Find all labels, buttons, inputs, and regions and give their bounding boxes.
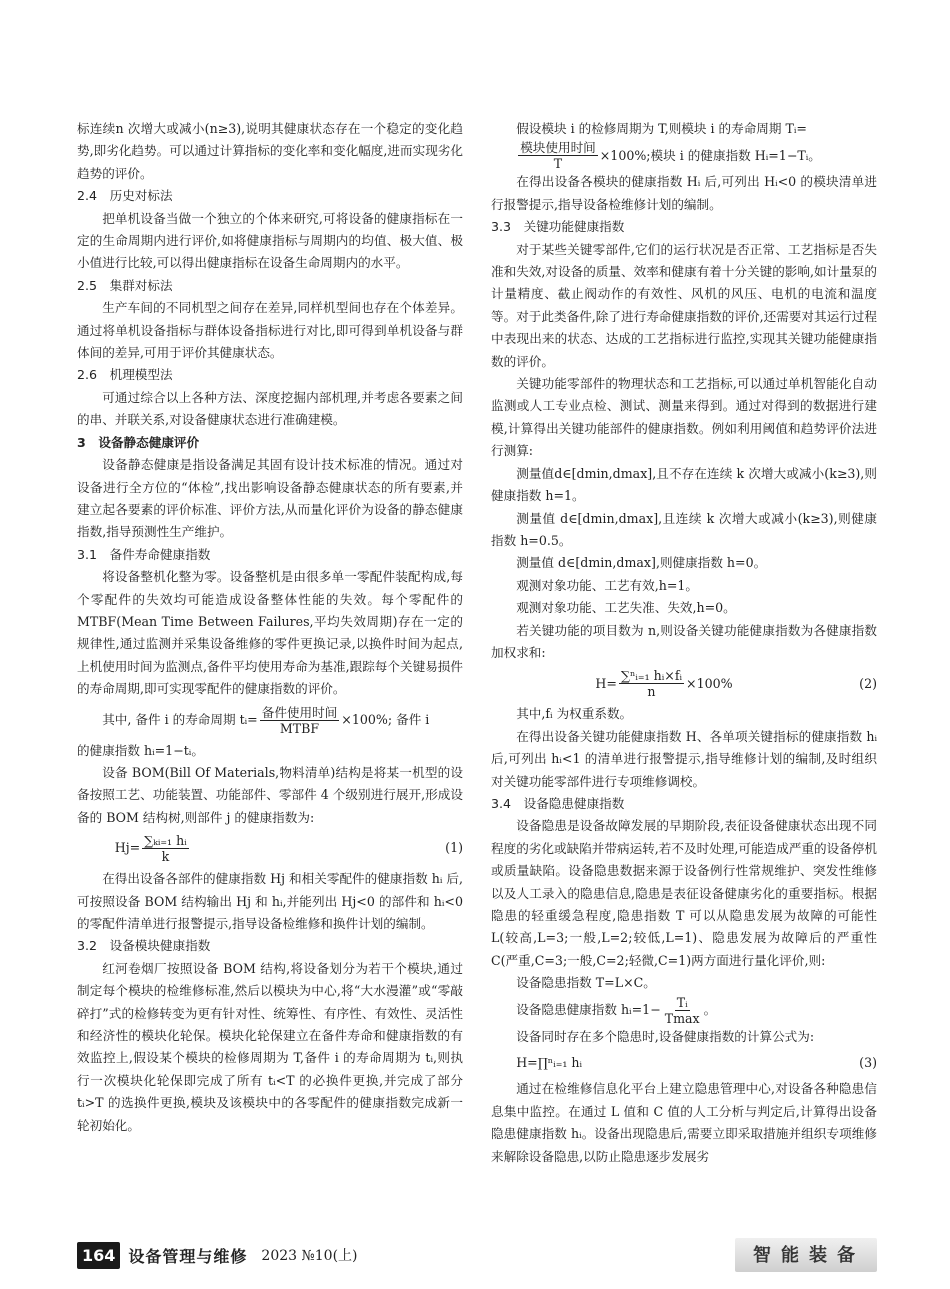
formula-text: ×100%; 备件 i [341, 711, 430, 727]
page-footer [77, 1238, 877, 1272]
paragraph: 在得出设备关键功能健康指数 H、各单项关键指标的健康指数 hᵢ 后,可列出 hᵢ<1 的清单进行报警提示,指导维修计划的编制,及时组织对关键功能零部件进行专项维修调校。 [491, 728, 877, 789]
paragraph: 设备 BOM(Bill Of Materials,物料清单)结构是将某一机型的设备按照工艺、功能装置、功能部件、零部件 4 个级别进行展开,形成设备的 BOM 结构树,则部件 j 的健康指数为: [77, 764, 463, 825]
paragraph: 的健康指数 hᵢ=1−tᵢ。 [77, 742, 204, 758]
numerator: ∑ₖᵢ₌₁ hᵢ [144, 833, 187, 849]
equation-number: (1) [445, 840, 463, 856]
denominator: n [647, 684, 656, 700]
fraction [619, 668, 684, 699]
formula-text: ×100% [686, 675, 733, 691]
measure-rule-1: 测量值d∈[dmin,dmax],且不存在连续 k 次增大或减小(k≥3),则健康指数 h=1。 [491, 465, 877, 504]
formula-1 [77, 833, 463, 864]
numerator: 备件使用时间 [261, 704, 338, 720]
fraction [260, 705, 340, 736]
paragraph: 通过在检维修信息化平台上建立隐患管理中心,对设备各种隐患信息集中监控。在通过 L 值和 C 值的人工分析与判定后,计算得出设备隐患健康指数 hᵢ。设备出现隐患后,需要立即采取措施并组织专项维修来解除设备隐患,以防止隐患逐步发展劣 [491, 1081, 877, 1164]
denominator: k [161, 849, 170, 865]
section-heading-3-2: 3.2 设备模块健康指数 [77, 938, 211, 954]
measure-rule-2: 测量值 d∈[dmin,dmax],且连续 k 次增大或减小(k≥3),则健康指数 h=0.5。 [491, 510, 877, 548]
paragraph: 标连续n 次增大或减小(n≥3),说明其健康状态存在一个稳定的变化趋势,即劣化趋势。可以通过计算指标的变化率和变化幅度,进而实现劣化趋势的评价。 [77, 121, 463, 181]
paragraph: 关键功能零部件的物理状态和工艺指标,可以通过单机智能化自动监测或人工专业点检、测试、测量来得到。通过对得到的数据进行建模,计算得出关键功能部件的健康指数。例如利用阈值和趋势评价法进行测算: [491, 376, 877, 459]
paragraph: 设备隐患指数 T=L×C。 [516, 975, 656, 991]
formula-ti [77, 705, 463, 736]
section-heading-2-5: 2.5 集群对标法 [77, 277, 173, 293]
denominator: T [553, 156, 563, 172]
section-heading-3-4: 3.4 设备隐患健康指数 [491, 795, 625, 811]
section-heading-2-6: 2.6 机理模型法 [77, 367, 173, 383]
equation-number: (2) [859, 675, 877, 691]
journal-name: 设备管理与维修 [128, 1246, 248, 1266]
paragraph: 把单机设备当做一个独立的个体来研究,可将设备的健康指标在一定的生命周期内进行评价,如将健康指标与周期内的均值、极大值、极小值进行比较,可以得出健康指标在设备生命周期内的水平。 [77, 210, 463, 271]
page-number: 164 [77, 1242, 120, 1269]
denominator: MTBF [279, 720, 320, 736]
numerator: 模块使用时间 [520, 140, 596, 156]
left-column [77, 118, 463, 1137]
section-heading-2-4: 2.4 历史对标法 [77, 188, 173, 204]
paragraph: 可通过综合以上各种方法、深度挖掘内部机理,并考虑各要素之间的串、并联关系,对设备健康状态进行准确建模。 [77, 389, 463, 428]
section-heading-3: 3 设备静态健康评价 [77, 434, 200, 450]
measure-rule-4: 观测对象功能、工艺有效,h=1。 [516, 577, 698, 593]
paragraph: 设备隐患是设备故障发展的早期阶段,表征设备健康状态出现不同程度的劣化或缺陷并带病运转,若不及时处理,可能造成严重的设备停机或质量缺陷。设备隐患数据来源于设备例行性常规维护、突发性维修以及人工录入的隐患信息,隐患是表征设备健康劣化的重要指标。根据隐患的轻重缓急程度,隐患指数 T 可以从隐患发展为故障的可能性 L(较高,L=3;一般,L=2;较低,L=1)、隐患发展为故障后的严重性 C(严重,C=3;一般,C=2;轻微,C=1)两方面进行量化评价,则: [491, 818, 877, 968]
fraction [142, 833, 188, 864]
formula-body: H=∏ⁿᵢ₌₁ hᵢ [516, 1055, 583, 1071]
paragraph: 生产车间的不同机型之间存在差异,同样机型间也存在个体差异。通过将单机设备指标与群体设备指标进行对比,即可得到单机设备与群体间的差异,可用于评价其健康状态。 [77, 300, 463, 361]
formula-lhs: Hj= [114, 840, 141, 856]
paragraph: 将设备整机化整为零。设备整机是由很多单一零配件装配构成,每个零配件的失效均可能造成设备整体性能的失效。每个零配件的 MTBF(Mean Time Between Failures,平均失效周期)存在一定的规律性,通过监测并采集设备维修的零件更换记录,以换件时间为起点,上机使用时间为监测点,备件平均使用寿命为基准,跟踪每个关键易损件的寿命周期,即可实现零配件的健康指数的评价。 [77, 569, 463, 697]
section-heading-3-1: 3.1 备件寿命健康指数 [77, 546, 211, 562]
paragraph: 若关键功能的项目数为 n,则设备关键功能健康指数为各健康指数加权求和: [491, 622, 877, 660]
section-tag: 智能装备 [735, 1238, 877, 1272]
formula-text: 假设模块 i 的检修周期为 T,则模块 i 的寿命周期 Tᵢ= [516, 121, 807, 136]
right-column [491, 118, 877, 1168]
measure-rule-5: 观测对象功能、工艺失准、失效,h=0。 [516, 600, 736, 616]
paragraph: 设备静态健康是指设备满足其固有设计技术标准的情况。通过对设备进行全方位的“体检”,找出影响设备静态健康状态的所有要素,并建立起各要素的评价标准、评价方法,从而量化评价为设备的静态健康指数,指导预测性生产维护。 [77, 457, 463, 540]
formula-text: 。 [703, 1001, 717, 1017]
formula-hi [491, 995, 877, 1026]
numerator: Tᵢ [676, 994, 688, 1010]
paragraph: 在得出设备各部件的健康指数 Hj 和相关零配件的健康指数 hᵢ 后,可按照设备 BOM 结构输出 Hj 和 hᵢ,并能列出 Hj<0 的部件和 hᵢ<0 的零配件清单进行报警提示,指导设备检维修和换件计划的编制。 [77, 871, 463, 931]
formula-text: 其中, 备件 i 的寿命周期 tᵢ= [102, 711, 258, 727]
measure-rule-3: 测量值 d∈[dmin,dmax],则健康指数 h=0。 [516, 555, 767, 571]
paragraph: 在得出设备各模块的健康指数 Hᵢ 后,可列出 Hᵢ<0 的模块清单进行报警提示,指导设备检维修计划的编制。 [491, 174, 877, 212]
formula-text: ×100%;模块 i 的健康指数 Hᵢ=1−Tᵢ。 [599, 147, 821, 163]
paragraph: 设备同时存在多个隐患时,设备健康指数的计算公式为: [516, 1028, 815, 1044]
fraction [663, 995, 702, 1026]
denominator: Tmax [664, 1010, 700, 1026]
formula-lhs: H= [595, 675, 617, 691]
issue-label: 2023 №10(上) [261, 1248, 358, 1264]
section-heading-3-3: 3.3 关键功能健康指数 [491, 219, 625, 235]
formula-2 [491, 668, 877, 699]
paragraph: 红河卷烟厂按照设备 BOM 结构,将设备划分为若干个模块,通过制定每个模块的检维修标准,然后以模块为中心,将“大水漫灌”或“零敲碎打”式的检修转变为更有针对性、统筹性、有序性、有效性、灵活性和经济性的模块化轮保。模块化轮保建立在备件寿命和健康指数的有效监控上,假设某个模块的检修周期为 T,备件 i 的寿命周期为 tᵢ,则执行一次模块化轮保即完成了所有 tᵢ<T 的必换件更换,并完成了部分 tᵢ>T 的选换件更换,模块及该模块中的各零配件的健康指数完成新一轮初始化。 [77, 960, 463, 1133]
formula-Ti [491, 118, 877, 171]
paragraph: 对于某些关键零部件,它们的运行状况是否正常、工艺指标是否失准和失效,对设备的质量、效率和健康有着十分关键的影响,如计量泵的计量精度、截止阀动作的有效性、风机的风压、电机的电流和温度等。对于此类备件,除了进行寿命健康指数的评价,还需要对其运行过程中表现出来的状态、达成的工艺指标进行监控,实现其关键功能健康指数的评价。 [491, 241, 877, 369]
formula-text: 设备隐患健康指数 hᵢ=1− [516, 1001, 661, 1017]
paragraph: 其中,fᵢ 为权重系数。 [516, 706, 633, 722]
numerator: ∑ⁿᵢ₌₁ hᵢ×fᵢ [620, 668, 683, 684]
fraction [518, 140, 598, 171]
formula-3 [491, 1052, 877, 1074]
equation-number: (3) [859, 1055, 877, 1071]
